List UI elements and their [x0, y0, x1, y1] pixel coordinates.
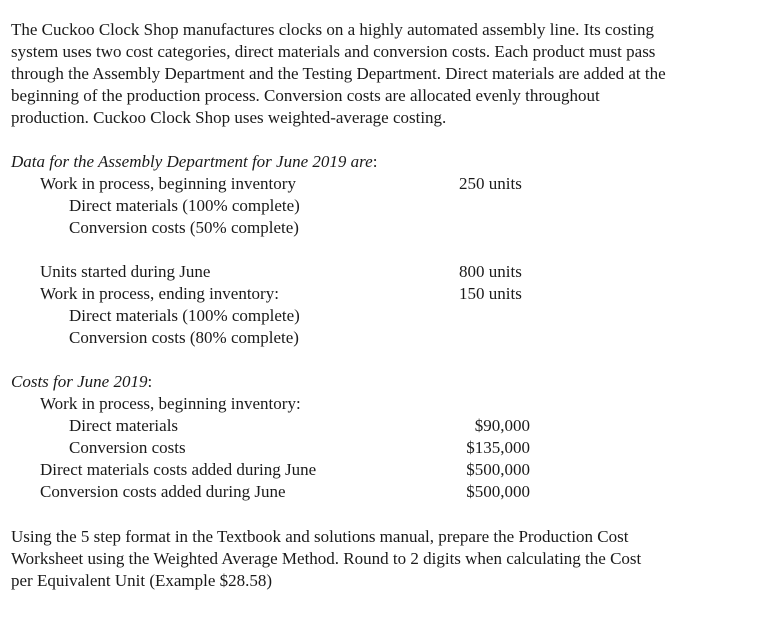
- costs-dm-added-value: $500,000: [466, 460, 530, 479]
- wip-beginning-cc-row: [0, 217, 767, 239]
- intro-line: through the Assembly Department and the Testing Department. Direct materials are added at the: [11, 64, 666, 83]
- costs-heading-colon: :: [147, 372, 153, 391]
- costs-dm-value: $90,000: [474, 416, 530, 435]
- intro-line: system uses two cost categories, direct materials and conversion costs. Each product must pass: [11, 42, 656, 61]
- wip-ending-label: Work in process, ending inventory:: [40, 284, 279, 303]
- costs-cc-added-label: Conversion costs added during June: [40, 482, 286, 501]
- costs-wip-beginning-row: [0, 393, 767, 415]
- wip-beginning-label: Work in process, beginning inventory: [40, 174, 296, 193]
- costs-heading: [11, 371, 152, 393]
- instructions-line: per Equivalent Unit (Example $28.58): [11, 571, 273, 590]
- instructions-line: Using the 5 step format in the Textbook and solutions manual, prepare the Production Cost: [11, 527, 629, 546]
- costs-dm-row: [0, 415, 767, 437]
- wip-ending-cc-row: [0, 327, 767, 349]
- costs-heading-text: Costs for June 2019: [11, 372, 148, 391]
- instructions-paragraph: [11, 526, 761, 592]
- wip-beginning-dm-row: [0, 195, 767, 217]
- assembly-heading-text: Data for the Assembly Department for June 2019 are: [11, 152, 373, 171]
- wip-beginning-dm-label: Direct materials (100% complete): [69, 196, 300, 215]
- units-started-label: Units started during June: [40, 262, 211, 281]
- wip-beginning-units: 250 units: [459, 174, 522, 193]
- costs-heading-row: [0, 371, 767, 393]
- costs-cc-added-row: [0, 481, 767, 503]
- wip-beginning-row: [0, 173, 767, 195]
- costs-cc-value: $135,000: [466, 438, 530, 457]
- costs-cc-added-value: $500,000: [466, 482, 530, 501]
- intro-line: beginning of the production process. Conversion costs are allocated evenly throughout: [11, 86, 600, 105]
- wip-ending-row: [0, 283, 767, 305]
- wip-ending-cc-label: Conversion costs (80% complete): [69, 328, 299, 347]
- assembly-heading-colon: :: [372, 152, 378, 171]
- intro-line: The Cuckoo Clock Shop manufactures clocks on a highly automated assembly line. Its costing: [11, 20, 655, 39]
- costs-cc-label: Conversion costs: [69, 438, 186, 457]
- costs-wip-beginning-label: Work in process, beginning inventory:: [40, 394, 301, 413]
- costs-dm-added-row: [0, 459, 767, 481]
- wip-ending-units: 150 units: [459, 284, 522, 303]
- intro-line: production. Cuckoo Clock Shop uses weighted-average costing.: [11, 108, 447, 127]
- wip-beginning-cc-label: Conversion costs (50% complete): [69, 218, 299, 237]
- costs-cc-row: [0, 437, 767, 459]
- wip-ending-dm-label: Direct materials (100% complete): [69, 306, 300, 325]
- costs-dm-label: Direct materials: [69, 416, 179, 435]
- units-started-value: 800 units: [459, 262, 522, 281]
- instructions-line: Worksheet using the Weighted Average Method. Round to 2 digits when calculating the Cost: [11, 549, 642, 568]
- costs-dm-added-label: Direct materials costs added during June: [40, 460, 317, 479]
- units-started-row: [0, 261, 767, 283]
- assembly-heading-row: [0, 151, 767, 173]
- wip-ending-dm-row: [0, 305, 767, 327]
- assembly-heading: [11, 151, 377, 173]
- intro-paragraph: [11, 19, 761, 129]
